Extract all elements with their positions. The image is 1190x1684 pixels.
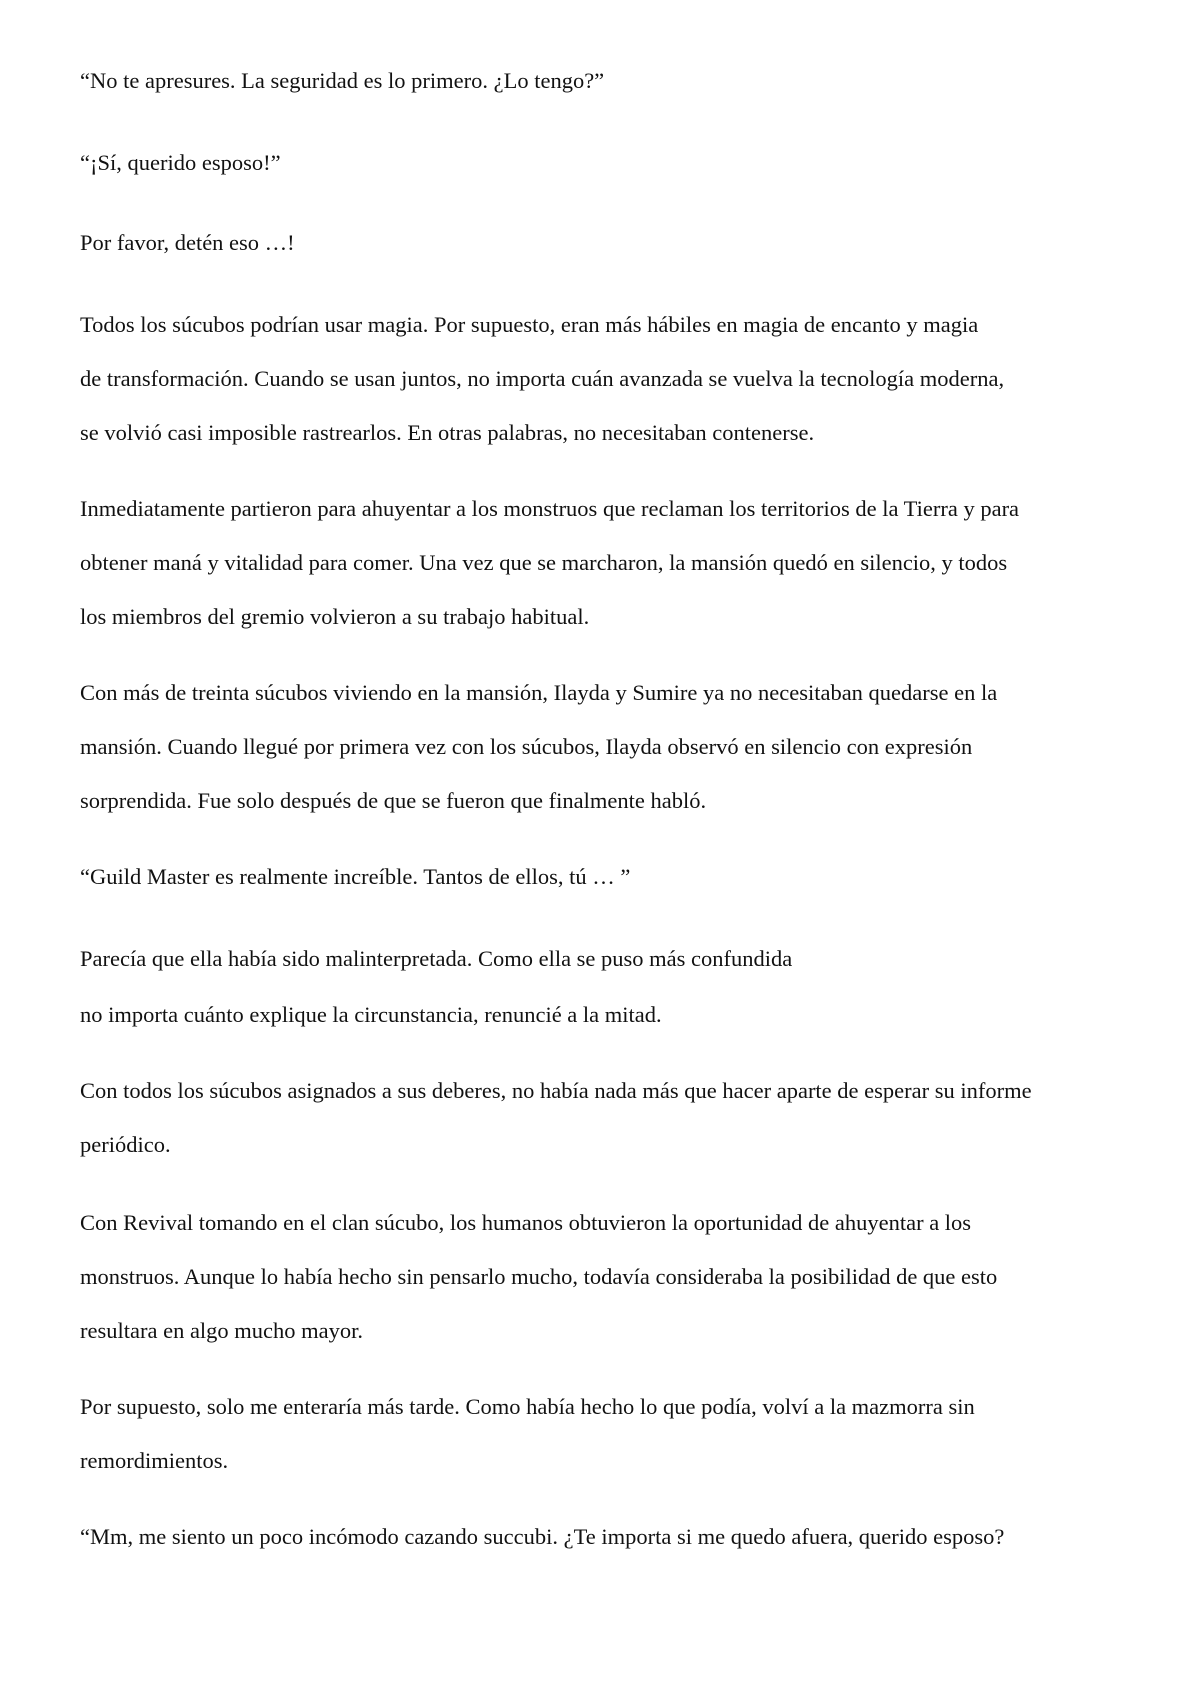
text-line: remordimientos. <box>80 1448 229 1473</box>
text-line: de transformación. Cuando se usan juntos, no importa cuán avanzada se vuelva la tecnología moderna, <box>80 366 1005 391</box>
text-line: Con más de treinta súcubos viviendo en la mansión, Ilayda y Sumire ya no necesitaban quedarse en la <box>80 680 998 705</box>
text-line: sorprendida. Fue solo después de que se fueron que finalmente habló. <box>80 788 707 813</box>
text-line: no importa cuánto explique la circunstancia, renuncié a la mitad. <box>80 1002 662 1027</box>
text-line: los miembros del gremio volvieron a su trabajo habitual. <box>80 604 590 629</box>
text-line: mansión. Cuando llegué por primera vez con los súcubos, Ilayda observó en silencio con expresión <box>80 734 973 759</box>
text-line: resultara en algo mucho mayor. <box>80 1318 364 1343</box>
text-line: Con Revival tomando en el clan súcubo, los humanos obtuvieron la oportunidad de ahuyentar a los <box>80 1210 972 1235</box>
dialogue-line: “No te apresures. La seguridad es lo primero. ¿Lo tengo?” <box>80 68 605 93</box>
text-line: Con todos los súcubos asignados a sus deberes, no había nada más que hacer aparte de esperar su informe <box>80 1078 1032 1103</box>
dialogue-line: “¡Sí, querido esposo!” <box>80 150 281 175</box>
text-line: Por supuesto, solo me enteraría más tarde. Como había hecho lo que podía, volví a la mazmorra sin <box>80 1394 975 1419</box>
text-line: Parecía que ella había sido malinterpretada. Como ella se puso más confundida <box>80 946 793 971</box>
dialogue-line: “Guild Master es realmente increíble. Tantos de ellos, tú … ” <box>80 864 631 889</box>
text-line: Todos los súcubos podrían usar magia. Por supuesto, eran más hábiles en magia de encanto y magia <box>80 312 979 337</box>
text-line: periódico. <box>80 1132 171 1157</box>
dialogue-line: “Mm, me siento un poco incómodo cazando succubi. ¿Te importa si me quedo afuera, querido esposo? <box>80 1524 1005 1549</box>
text-line: Inmediatamente partieron para ahuyentar a los monstruos que reclaman los territorios de la Tierra y para <box>80 496 1020 521</box>
text-line: Por favor, detén eso …! <box>80 230 295 255</box>
text-line: obtener maná y vitalidad para comer. Una vez que se marcharon, la mansión quedó en silencio, y todos <box>80 550 1008 575</box>
text-line: se volvió casi imposible rastrearlos. En otras palabras, no necesitaban contenerse. <box>80 420 815 445</box>
text-line: monstruos. Aunque lo había hecho sin pensarlo mucho, todavía consideraba la posibilidad de que esto <box>80 1264 998 1289</box>
